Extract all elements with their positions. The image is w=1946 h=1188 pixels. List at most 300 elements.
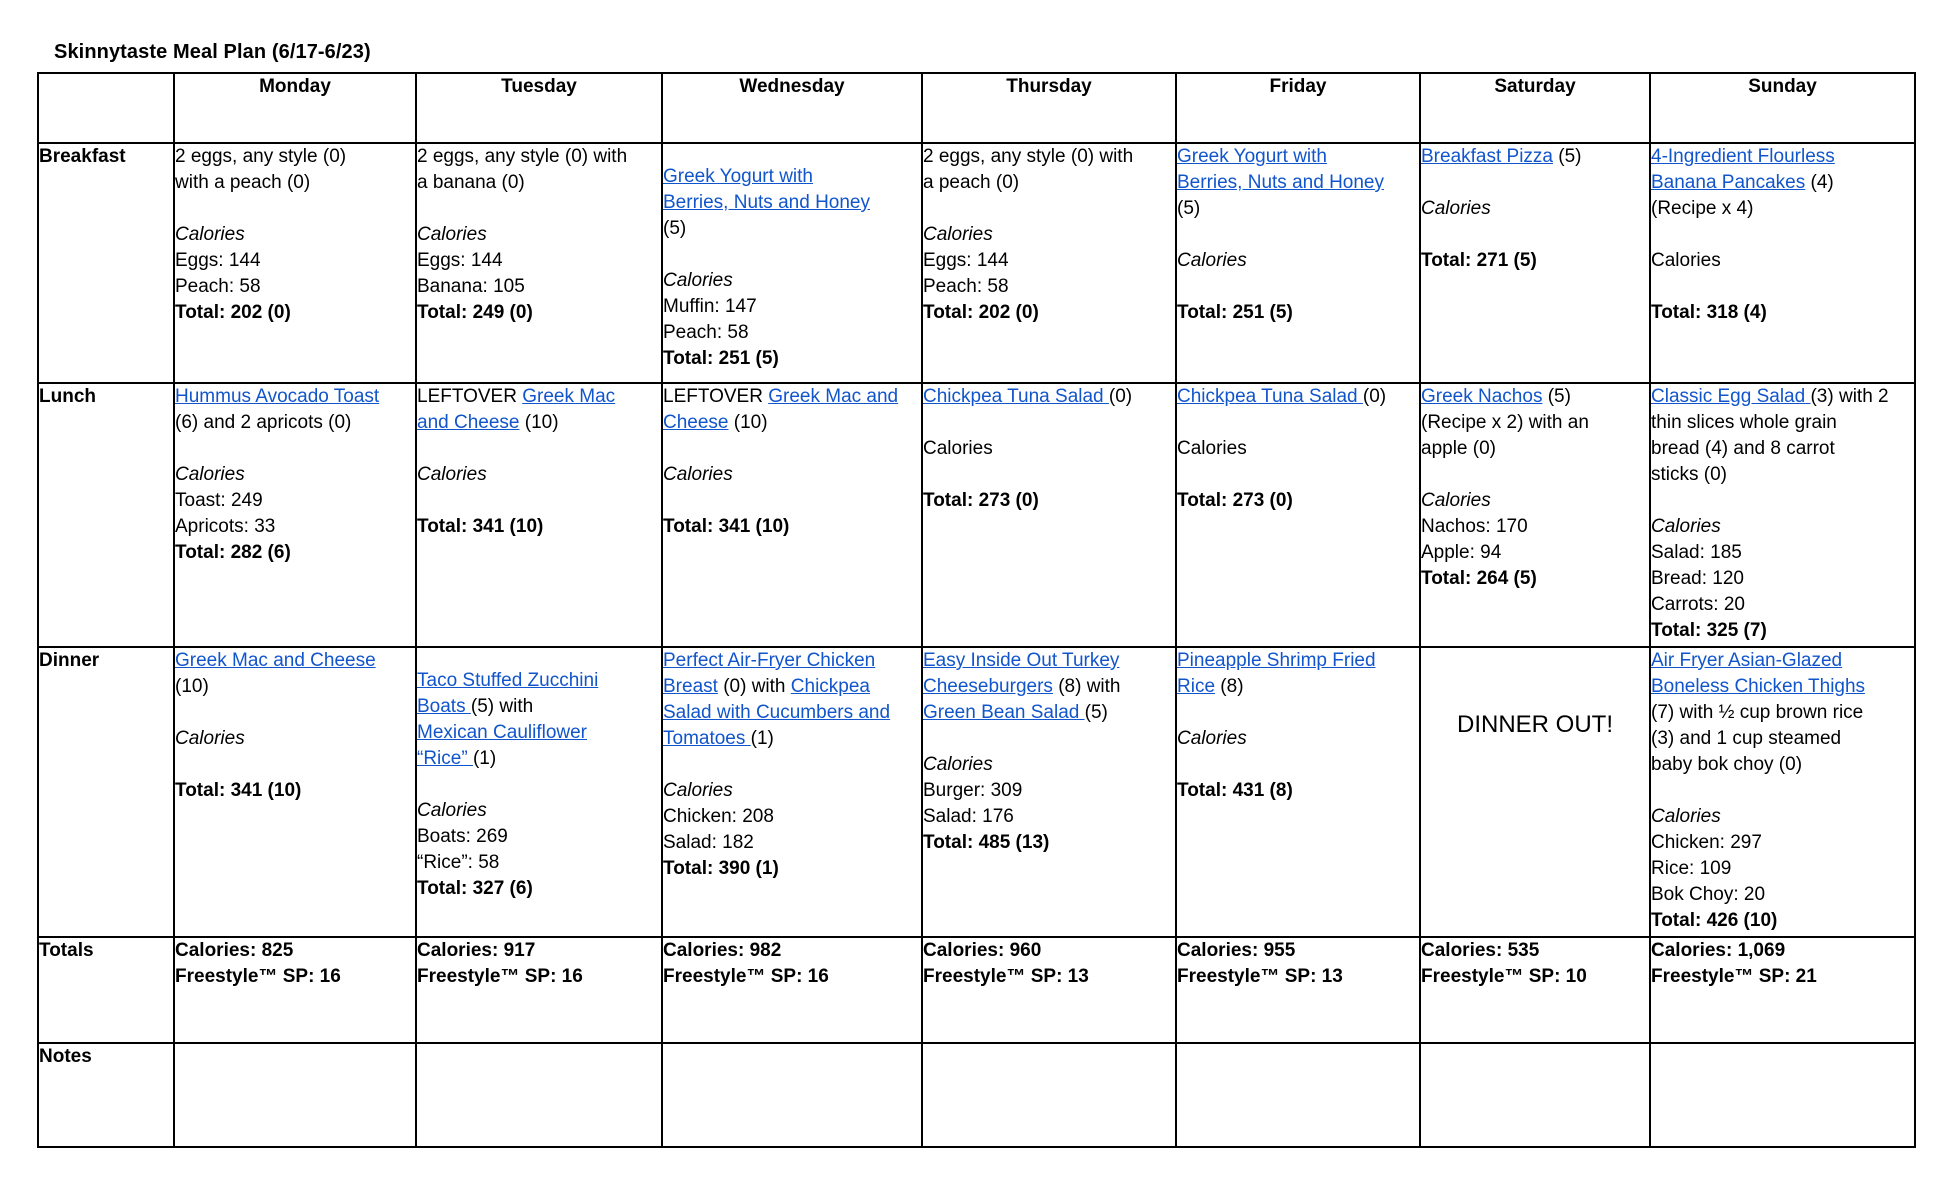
meal-total: Total: 318 (4) [1651,302,1767,323]
cell-line [417,668,661,694]
cell-line [663,674,921,700]
day-header-tuesday: Tuesday [416,73,662,143]
meal-total: Total: 271 (5) [1421,250,1537,271]
calories-label: Calories [663,270,733,291]
cell-line [417,746,661,772]
cell-line [663,726,921,752]
spacer [1421,170,1649,196]
spacer [1421,222,1649,248]
meal-text: (5) [1542,386,1571,407]
meal-text: Calories [1651,250,1721,271]
cell-line [1421,196,1649,222]
cell-line [417,850,661,876]
cell-line [1651,856,1914,882]
meal-cell [1650,383,1915,647]
meal-text: bread (4) and 8 carrot [1651,438,1835,459]
row-label-notes: Notes [38,1043,174,1147]
recipe-link[interactable]: Classic Egg Salad [1651,386,1811,407]
cell-line [417,248,661,274]
meal-text: (5) [1084,702,1108,723]
recipe-link[interactable]: Pineapple Shrimp Fried [1177,650,1376,671]
cell-line [417,798,661,824]
total-calories: Calories: 1,069 [1651,940,1786,961]
spacer [175,752,415,778]
cell-line [1651,566,1914,592]
cell-line [1177,300,1419,326]
recipe-link[interactable]: Cheeseburgers [923,676,1053,697]
meal-total: Total: 251 (5) [663,348,779,369]
meal-total: Total: 341 (10) [417,516,544,537]
lunch-row [38,383,1915,647]
cell-line [1651,618,1914,644]
cell-line [663,410,921,436]
meal-cell [662,143,922,383]
recipe-link[interactable]: Greek Yogurt with [1177,146,1327,167]
meal-cell [1176,143,1420,383]
day-header-saturday: Saturday [1420,73,1650,143]
calories-label: Calories [923,754,993,775]
cell-line [175,488,415,514]
meal-text: (10) [728,412,768,433]
spacer [1177,700,1419,726]
meal-total: Total: 249 (0) [417,302,533,323]
breakfast-row [38,143,1915,383]
recipe-link[interactable]: Taco Stuffed Zucchini [417,670,599,691]
notes-cell[interactable] [174,1043,416,1147]
meal-text: Chicken: 208 [663,806,774,827]
meal-cell [1650,647,1915,937]
cell-line [1651,462,1914,488]
meal-text: Boats: 269 [417,826,508,847]
cell-line [1421,410,1649,436]
recipe-link[interactable]: Banana Pancakes [1651,172,1806,193]
cell-line [663,320,921,346]
meal-text: sticks (0) [1651,464,1727,485]
meal-cell [922,647,1176,937]
cell-line [1651,882,1914,908]
meal-total: Total: 327 (6) [417,878,533,899]
meal-text: baby bok choy (0) [1651,754,1803,775]
meal-text: (1) [750,728,774,749]
spacer [1421,462,1649,488]
calories-label: Calories [1421,490,1491,511]
cell-line [417,824,661,850]
cell-line [1177,144,1419,170]
cell-line [1651,752,1914,778]
calories-label: Calories [1177,728,1247,749]
cell-line [1421,514,1649,540]
recipe-link[interactable]: Chickpea Tuna Salad [923,386,1109,407]
recipe-link[interactable]: Easy Inside Out Turkey [923,650,1120,671]
cell-line [663,384,921,410]
calories-label: Calories [1651,806,1721,827]
meal-text: thin slices whole grain [1651,412,1837,433]
cell-line [175,274,415,300]
meal-text: Carrots: 20 [1651,594,1745,615]
row-label-dinner: Dinner [38,647,174,937]
spacer [1177,222,1419,248]
recipe-link[interactable]: Chickpea Tuna Salad [1177,386,1363,407]
cell-line [663,190,921,216]
notes-cell[interactable] [662,1043,922,1147]
cell-line [923,804,1175,830]
meal-text: apple (0) [1421,438,1496,459]
recipe-link[interactable]: Berries, Nuts and Honey [663,192,870,213]
cell-line [175,410,415,436]
meal-text: (8) [1215,676,1244,697]
totals-cell [1420,937,1650,1043]
meal-total: Total: 202 (0) [923,302,1039,323]
notes-cell[interactable] [416,1043,662,1147]
spacer [923,462,1175,488]
total-calories: Calories: 955 [1177,940,1296,961]
meal-text: 2 eggs, any style (0) with [417,146,628,167]
cell-line [175,726,415,752]
cell-line [175,144,415,170]
recipe-link[interactable]: Berries, Nuts and Honey [1177,172,1384,193]
calories-label: Calories [663,464,733,485]
cell-line [175,222,415,248]
cell-line [923,222,1175,248]
calories-label: Calories [417,464,487,485]
meal-text: Salad: 185 [1651,542,1742,563]
cell-line [1177,778,1419,804]
cell-line [1651,804,1914,830]
spacer [923,410,1175,436]
recipe-link[interactable]: Mexican Cauliflower [417,722,588,743]
cell-line [663,830,921,856]
cell-line [175,300,415,326]
meal-cell [1420,383,1650,647]
spacer [663,488,921,514]
cell-line [923,248,1175,274]
cell-line [1651,674,1914,700]
meal-text: with a peach (0) [175,172,311,193]
cell-line [923,300,1175,326]
spacer [175,196,415,222]
cell-line [417,274,661,300]
meal-cell [416,383,662,647]
meal-text: (4) [1805,172,1834,193]
cell-line [923,648,1175,674]
day-header-sunday: Sunday [1650,73,1915,143]
calories-label: Calories [663,780,733,801]
cell-line [1177,436,1419,462]
meal-text: (5) [1177,198,1201,219]
cell-line [175,648,415,674]
meal-cell [174,383,416,647]
cell-line [923,674,1175,700]
total-freestyle-sp: Freestyle™ SP: 13 [1177,966,1343,987]
cell-line [417,876,661,902]
meal-text: Peach: 58 [663,322,749,343]
meal-text: Nachos: 170 [1421,516,1528,537]
meal-text: Salad: 182 [663,832,754,853]
cell-line [1421,566,1649,592]
meal-text: 2 eggs, any style (0) with [923,146,1134,167]
calories-label: Calories [1177,250,1247,271]
recipe-link[interactable]: Green Bean Salad [923,702,1085,723]
cell-line [1651,592,1914,618]
notes-cell[interactable] [1420,1043,1650,1147]
spacer [1651,778,1914,804]
spacer [175,700,415,726]
cell-line [1177,384,1419,410]
total-freestyle-sp: Freestyle™ SP: 16 [417,966,583,987]
meal-text: Bok Choy: 20 [1651,884,1766,905]
total-calories: Calories: 960 [923,940,1042,961]
meal-text: Peach: 58 [175,276,261,297]
calories-label: Calories [175,224,245,245]
meal-total: Total: 325 (7) [1651,620,1767,641]
notes-cell[interactable] [922,1043,1176,1147]
cell-line [175,674,415,700]
calories-label: Calories [417,800,487,821]
spacer [663,436,921,462]
meal-text: (6) and 2 apricots (0) [175,412,352,433]
spacer [923,196,1175,222]
cell-line [1421,540,1649,566]
cell-line [1651,410,1914,436]
meal-plan-table [37,72,1916,1148]
recipe-link[interactable]: Greek Yogurt with [663,166,813,187]
meal-total: Total: 202 (0) [175,302,291,323]
cell-line [1421,436,1649,462]
spacer [1651,488,1914,514]
totals-cell [1650,937,1915,1043]
cell-line [663,216,921,242]
totals-cell [1176,937,1420,1043]
recipe-link[interactable]: Tomatoes [663,728,751,749]
meal-cell [174,143,416,383]
cell-line [1651,648,1914,674]
cell-line [663,346,921,372]
cell-line [923,700,1175,726]
meal-text: (10) [175,676,209,697]
meal-text: (0) with [717,676,791,697]
cell-line [175,462,415,488]
meal-cell [1650,143,1915,383]
totals-cell [416,937,662,1043]
spacer [663,752,921,778]
cell-line [1177,674,1419,700]
meal-cell [174,647,416,937]
recipe-link[interactable]: Greek Mac and Cheese [175,650,376,671]
spacer [1177,274,1419,300]
meal-text: (5) [1553,146,1582,167]
meal-text: (Recipe x 4) [1651,198,1754,219]
calories-label: Calories [417,224,487,245]
recipe-link[interactable]: Boats [417,696,471,717]
recipe-link[interactable]: Greek Nachos [1421,386,1543,407]
spacer [417,772,661,798]
recipe-link[interactable]: Greek Mac [522,386,616,407]
meal-text: Apricots: 33 [175,516,276,537]
cell-line [923,170,1175,196]
cell-line [175,540,415,566]
meal-text: Salad: 176 [923,806,1014,827]
cell-line [1651,436,1914,462]
meal-text: a peach (0) [923,172,1020,193]
cell-line [663,268,921,294]
cell-line [1421,488,1649,514]
meal-text: “Rice”: 58 [417,852,500,873]
meal-text: LEFTOVER [663,386,769,407]
cell-line [1177,726,1419,752]
meal-cell [416,647,662,937]
recipe-link[interactable]: Breast [663,676,718,697]
recipe-link[interactable]: Air Fryer Asian-Glazed [1651,650,1843,671]
cell-line [663,164,921,190]
meal-text: Toast: 249 [175,490,263,511]
cell-line [417,462,661,488]
meal-text: a banana (0) [417,172,525,193]
corner-cell [38,73,174,143]
cell-line [417,222,661,248]
meal-text: Calories [1177,438,1247,459]
cell-line [1177,196,1419,222]
meal-text: Eggs: 144 [175,250,261,271]
cell-line [923,436,1175,462]
meal-text: (3) with 2 [1810,386,1889,407]
calories-label: Calories [175,728,245,749]
meal-total: Total: 431 (8) [1177,780,1293,801]
day-header-thursday: Thursday [922,73,1176,143]
cell-line [923,274,1175,300]
cell-line [1651,726,1914,752]
row-label-lunch: Lunch [38,383,174,647]
cell-line [663,294,921,320]
recipe-link[interactable]: Perfect Air-Fryer Chicken [663,650,876,671]
meal-cell [922,383,1176,647]
cell-line [663,514,921,540]
cell-line [663,648,921,674]
total-freestyle-sp: Freestyle™ SP: 10 [1421,966,1587,987]
day-header-wednesday: Wednesday [662,73,922,143]
meal-total: Total: 390 (1) [663,858,779,879]
spacer [417,196,661,222]
cell-line [1651,196,1914,222]
recipe-link[interactable]: Boneless Chicken Thighs [1651,676,1866,697]
cell-line [1651,908,1914,934]
spacer [175,436,415,462]
row-label-breakfast: Breakfast [38,143,174,383]
day-header-friday: Friday [1176,73,1420,143]
recipe-link[interactable]: Salad with Cucumbers and [663,702,891,723]
total-freestyle-sp: Freestyle™ SP: 16 [175,966,341,987]
meal-text: (Recipe x 2) with an [1421,412,1589,433]
cell-line [1177,248,1419,274]
recipe-link[interactable]: Greek Mac and [768,386,899,407]
meal-text: (10) [519,412,559,433]
spacer [923,726,1175,752]
cell-line [1651,514,1914,540]
recipe-link[interactable]: Cheese [663,412,729,433]
cell-line [663,778,921,804]
cell-line [1651,830,1914,856]
spacer [417,436,661,462]
totals-cell [662,937,922,1043]
cell-line [175,778,415,804]
recipe-link[interactable]: 4-Ingredient Flourless [1651,146,1835,167]
meal-text: Banana: 105 [417,276,525,297]
day-header-monday: Monday [174,73,416,143]
cell-line [417,694,661,720]
meal-text: (5) [663,218,687,239]
cell-line [923,778,1175,804]
meal-total: Total: 251 (5) [1177,302,1293,323]
notes-cell[interactable] [1176,1043,1420,1147]
calories-label: Calories [175,464,245,485]
total-calories: Calories: 982 [663,940,782,961]
meal-text: (3) and 1 cup steamed [1651,728,1842,749]
cell-line [175,514,415,540]
meal-cell [1420,647,1650,937]
cell-line [1651,144,1914,170]
meal-text: Calories [923,438,993,459]
meal-total: Total: 264 (5) [1421,568,1537,589]
meal-cell [1176,383,1420,647]
header-row [38,73,1915,143]
recipe-link[interactable]: “Rice” [417,748,473,769]
recipe-link[interactable]: Rice [1177,676,1216,697]
cell-line [175,170,415,196]
meal-text: (8) with [1052,676,1121,697]
cell-line [923,384,1175,410]
recipe-link[interactable]: Chickpea [790,676,870,697]
cell-line [417,384,661,410]
meal-cell [662,647,922,937]
total-calories: Calories: 825 [175,940,294,961]
cell-line [175,384,415,410]
cell-line [1651,700,1914,726]
meal-text: Eggs: 144 [417,250,503,271]
cell-line [417,720,661,746]
meal-text: (0) [1362,386,1387,407]
recipe-link[interactable]: Hummus Avocado Toast [175,386,380,407]
cell-line [417,300,661,326]
spacer [1177,462,1419,488]
total-calories: Calories: 917 [417,940,536,961]
notes-row [38,1043,1915,1147]
cell-line [1651,248,1914,274]
spacer [417,488,661,514]
meal-total: Total: 273 (0) [923,490,1039,511]
recipe-link[interactable]: and Cheese [417,412,520,433]
meal-total: Total: 426 (10) [1651,910,1778,931]
meal-cell [922,143,1176,383]
notes-cell[interactable] [1650,1043,1915,1147]
meal-text: 2 eggs, any style (0) [175,146,347,167]
calories-label: Calories [923,224,993,245]
cell-line [1177,488,1419,514]
spacer [663,242,921,268]
meal-text: (5) with [470,696,534,717]
cell-line [417,144,661,170]
spacer [1177,410,1419,436]
cell-line [1177,648,1419,674]
row-label-totals: Totals [38,937,174,1043]
cell-line [663,462,921,488]
dinner-row [38,647,1915,937]
recipe-link[interactable]: Breakfast Pizza [1421,146,1553,167]
dinner-out-label: DINNER OUT! [1457,711,1613,738]
cell-line [923,144,1175,170]
cell-line [417,170,661,196]
meal-total: Total: 282 (6) [175,542,291,563]
meal-text: Eggs: 144 [923,250,1009,271]
cell-line [663,804,921,830]
